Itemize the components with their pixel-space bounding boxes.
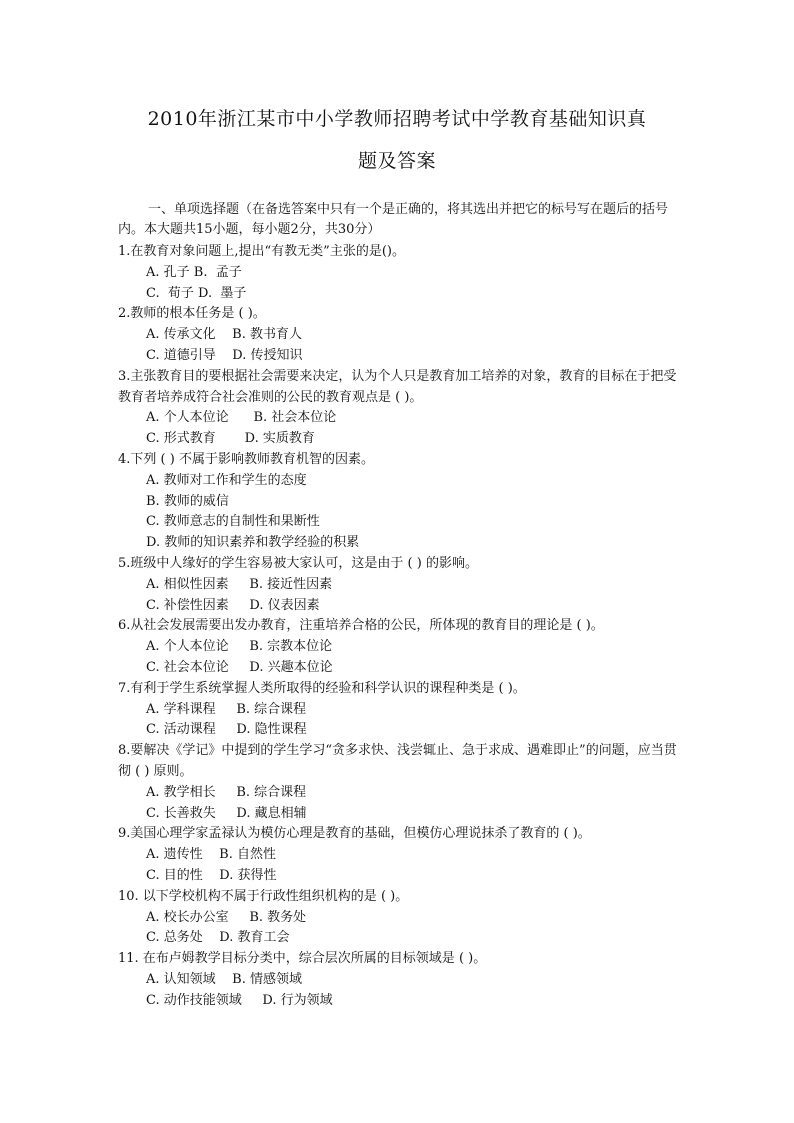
question-1 [118, 242, 688, 304]
option-line: C. 长善救失 D. 藏息相辅 [146, 805, 307, 821]
question-list [118, 242, 688, 1011]
option-line: C. 动作技能领域 D. 行为领域 [146, 992, 333, 1008]
option-line: B. 教师的威信 [146, 493, 229, 509]
section-intro-text: 一、单项选择题（在备选答案中只有一个是正确的，将其选出并把它的标号写在题后的括号内。本大题共15小题，每小题2分，共30分） [118, 202, 669, 237]
option-line: C. 社会本位论 D. 兴趣本位论 [146, 659, 333, 675]
option-line: C. 荀子 D. 墨子 [146, 285, 247, 301]
question-text: 7.有利于学生系统掌握人类所取得的经验和科学认识的课程种类是 ( )。 [118, 680, 526, 696]
option-line: A. 个人本位论 B. 社会本位论 [146, 410, 337, 426]
question-text: 4.下列 ( ) 不属于影响教师教育机智的因素。 [118, 451, 374, 467]
option-line: C. 总务处 D. 教育工会 [146, 930, 290, 946]
question-6 [118, 616, 688, 678]
question-text: 8.要解决《学记》中提到的学生学习“贪多求快、浅尝辄止、急于求成、遇难即止”的问题，应当贯彻 ( ) 原则。 [118, 743, 677, 779]
option-line: A. 传承文化 B. 教书育人 [146, 327, 303, 343]
option-line: C. 活动课程 D. 隐性课程 [146, 722, 307, 738]
question-9 [118, 824, 688, 886]
question-8 [118, 741, 688, 824]
option-line: A. 教学相长 B. 综合课程 [146, 784, 307, 800]
option-line: A. 认知领域 B. 情感领域 [146, 971, 303, 987]
section-intro [118, 200, 678, 240]
question-7 [118, 679, 688, 741]
question-text: 2.教师的根本任务是 ( )。 [118, 306, 266, 322]
option-line: C. 道德引导 D. 传授知识 [146, 347, 303, 363]
option-line: C. 形式教育 D. 实质教育 [146, 431, 315, 447]
option-line: A. 教师对工作和学生的态度 [146, 472, 307, 488]
question-5 [118, 554, 688, 616]
option-line: A. 校长办公室 B. 教务处 [146, 909, 307, 925]
option-line: A. 个人本位论 B. 宗教本位论 [146, 639, 333, 655]
option-line: D. 教师的知识素养和教学经验的积累 [146, 535, 360, 551]
question-2 [118, 304, 688, 366]
question-text: 5.班级中人缘好的学生容易被大家认可，这是由于 ( ) 的影响。 [118, 555, 478, 571]
question-text: 10. 以下学校机构不属于行政性组织机构的是 ( )。 [118, 888, 409, 904]
document-title-line-1: 2010年浙江某市中小学教师招聘考试中学教育基础知识真 [147, 108, 647, 130]
question-10 [118, 887, 688, 949]
question-text: 11. 在布卢姆教学目标分类中，综合层次所属的目标领域是 ( )。 [118, 951, 487, 967]
question-text: 1.在教育对象问题上,提出“有教无类”主张的是()。 [118, 244, 405, 259]
option-line: A. 孔子 B. 孟子 [146, 264, 242, 280]
option-line: A. 学科课程 B. 综合课程 [146, 701, 307, 717]
option-line: A. 遗传性 B. 自然性 [146, 847, 277, 863]
option-line: C. 目的性 D. 获得性 [146, 867, 277, 883]
option-line: A. 相似性因素 B. 接近性因素 [146, 576, 333, 592]
option-line: C. 教师意志的自制性和果断性 [146, 514, 320, 530]
question-text: 9.美国心理学家孟禄认为模仿心理是教育的基础，但模仿心理说抹杀了教育的 ( )。 [118, 826, 591, 842]
document-title-line-2: 题及答案 [357, 150, 436, 172]
question-text: 3.主张教育目的要根据社会需要来决定，认为个人只是教育加工培养的对象，教育的目标在于把受教育者培养成符合社会准则的公民的教育观点是 ( )。 [118, 368, 677, 405]
question-4 [118, 450, 688, 554]
question-3 [118, 367, 688, 450]
question-11 [118, 949, 688, 1011]
option-line: C. 补偿性因素 D. 仪表因素 [146, 597, 320, 613]
question-text: 6.从社会发展需要出发办教育，注重培养合格的公民，所体现的教育目的理论是 ( )。 [118, 618, 604, 634]
